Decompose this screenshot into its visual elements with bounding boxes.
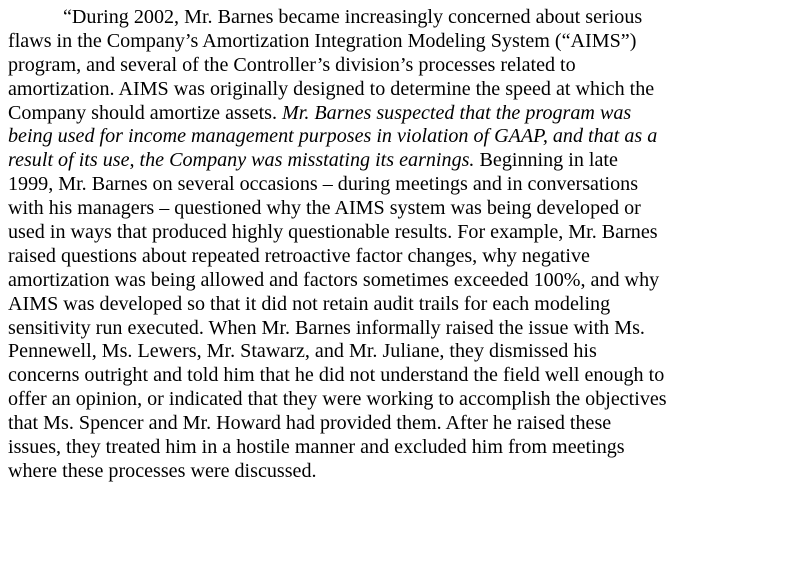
text-line-14 <box>8 317 789 341</box>
text-line-16 <box>8 364 789 388</box>
text-run: issues, they treated him in a hostile manner and excluded him from meetings <box>8 436 625 459</box>
text-line-5 <box>8 102 789 126</box>
text-run: that Ms. Spencer and Mr. Howard had provided them. After he raised these <box>8 412 612 435</box>
text-run: where these processes were discussed. <box>8 459 317 482</box>
text-run: AIMS was developed so that it did not retain audit trails for each modeling <box>8 292 611 315</box>
text-line-2 <box>8 30 789 54</box>
text-run: amortization was being allowed and factors sometimes exceeded 100%, and why <box>8 268 660 291</box>
text-run: Pennewell, Ms. Lewers, Mr. Stawarz, and Mr. Juliane, they dismissed his <box>8 340 597 363</box>
text-line-8 <box>8 173 789 197</box>
text-run: offer an opinion, or indicated that they were working to accomplish the objectives <box>8 388 667 411</box>
text-line-19 <box>8 436 789 460</box>
document-page <box>8 6 789 484</box>
text-run: program, and several of the Controller’s division’s processes related to <box>8 53 576 76</box>
italic-text-run: result of its use, the Company was misstating its earnings. <box>8 149 475 172</box>
text-run: used in ways that produced highly questionable results. For example, Mr. Barnes <box>8 221 658 244</box>
text-run: 1999, Mr. Barnes on several occasions – during meetings and in conversations <box>8 173 639 196</box>
text-run: amortization. AIMS was originally designed to determine the speed at which the <box>8 77 655 100</box>
text-line-11 <box>8 245 789 269</box>
text-run: “During 2002, Mr. Barnes became increasingly concerned about serious <box>63 6 643 28</box>
text-line-9 <box>8 197 789 221</box>
text-line-7 <box>8 149 789 173</box>
text-line-10 <box>8 221 789 245</box>
text-line-13 <box>8 293 789 317</box>
text-line-17 <box>8 388 789 412</box>
italic-text-run: Mr. Barnes suspected that the program was <box>282 101 632 124</box>
text-line-12 <box>8 269 789 293</box>
text-line-6 <box>8 125 789 149</box>
text-run: Company should amortize assets. <box>8 101 283 124</box>
text-line-1 <box>8 6 789 30</box>
text-run: flaws in the Company’s Amortization Integration Modeling System (“AIMS”) <box>8 29 637 52</box>
text-line-15 <box>8 340 789 364</box>
text-run: raised questions about repeated retroactive factor changes, why negative <box>8 244 590 267</box>
text-run: concerns outright and told him that he did not understand the field well enough to <box>8 364 665 387</box>
text-line-20 <box>8 460 789 484</box>
text-line-4 <box>8 78 789 102</box>
text-run: Beginning in late <box>474 149 618 172</box>
text-run: with his managers – questioned why the AIMS system was being developed or <box>8 197 641 220</box>
italic-text-run: being used for income management purposes in violation of GAAP, and that as a <box>8 125 658 148</box>
text-line-3 <box>8 54 789 78</box>
text-line-18 <box>8 412 789 436</box>
text-run: sensitivity run executed. When Mr. Barnes informally raised the issue with Ms. <box>8 316 645 339</box>
